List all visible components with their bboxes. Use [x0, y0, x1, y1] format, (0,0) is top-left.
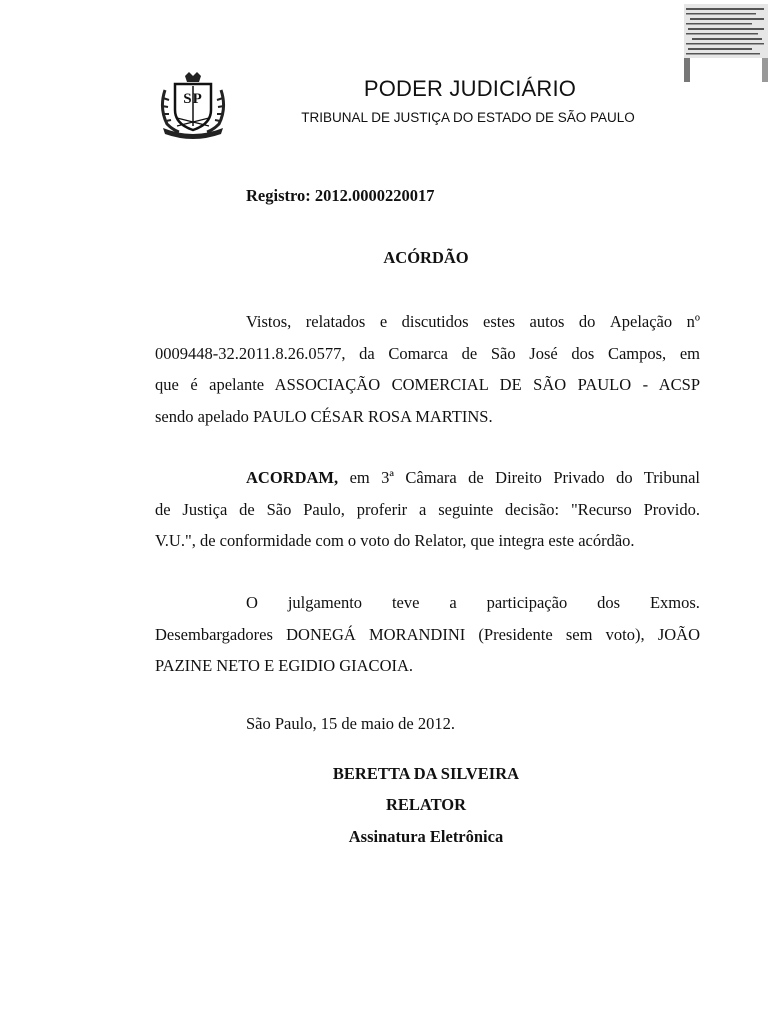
word: julgamento [287, 593, 363, 612]
signatory-role: RELATOR [385, 795, 467, 814]
word: Apelação [609, 312, 673, 331]
paragraph-vistos [155, 306, 700, 432]
word: autos [529, 312, 565, 331]
word: nº [686, 312, 700, 331]
paragraph-julgamento [155, 587, 700, 682]
paragraph-line: V.U.", de conformidade com o voto do Relator, que integra este acórdão. [155, 531, 635, 550]
word: e [379, 312, 388, 331]
paragraph-text: em 3ª Câmara de Direito Privado do Tribunal [338, 468, 700, 487]
paragraph-line [155, 462, 700, 494]
paragraph-line: PAZINE NETO E EGIDIO GIACOIA. [155, 656, 414, 675]
authentication-code-icon [684, 4, 768, 58]
paragraph-line [155, 306, 700, 338]
paragraph-line: sendo apelado PAULO CÉSAR ROSA MARTINS. [155, 406, 493, 426]
document-title: ACÓRDÃO [383, 248, 469, 267]
word: a [449, 593, 457, 612]
electronic-signature-note: Assinatura Eletrônica [348, 827, 504, 846]
signatory-name: BERETTA DA SILVEIRA [332, 764, 520, 783]
document-date: São Paulo, 15 de maio de 2012. [246, 714, 455, 733]
barcode-strip-icon [684, 58, 768, 82]
header-title: PODER JUDICIÁRIO [363, 76, 577, 101]
word: O [246, 593, 258, 612]
word: do [578, 312, 596, 331]
word: teve [391, 593, 420, 612]
paragraph-line [155, 587, 700, 619]
word: Vistos, [246, 312, 292, 331]
seal-letters: SP [183, 91, 203, 107]
word: participação [486, 593, 568, 612]
acordam-lead: ACORDAM, [246, 468, 339, 487]
word: discutidos [401, 312, 469, 331]
paragraph-line: 0009448-32.2011.8.26.0577, da Comarca de São José dos Campos, em [155, 343, 700, 363]
paragraph-line: Desembargadores DONEGÁ MORANDINI (Presidente sem voto), JOÃO [155, 624, 700, 644]
registro-number: Registro: 2012.0000220017 [246, 186, 435, 205]
word: Exmos. [649, 593, 700, 612]
word: relatados [305, 312, 366, 331]
header-subtitle: TRIBUNAL DE JUSTIÇA DO ESTADO DE SÃO PAULO [301, 110, 635, 125]
word: estes [483, 312, 516, 331]
paragraph-line: que é apelante ASSOCIAÇÃO COMERCIAL DE SÃO PAULO - ACSP [155, 375, 700, 394]
word: dos [597, 593, 621, 612]
paragraph-line: de Justiça de São Paulo, proferir a seguinte decisão: "Recurso Provido. [155, 499, 700, 519]
paragraph-acordam [155, 462, 700, 557]
